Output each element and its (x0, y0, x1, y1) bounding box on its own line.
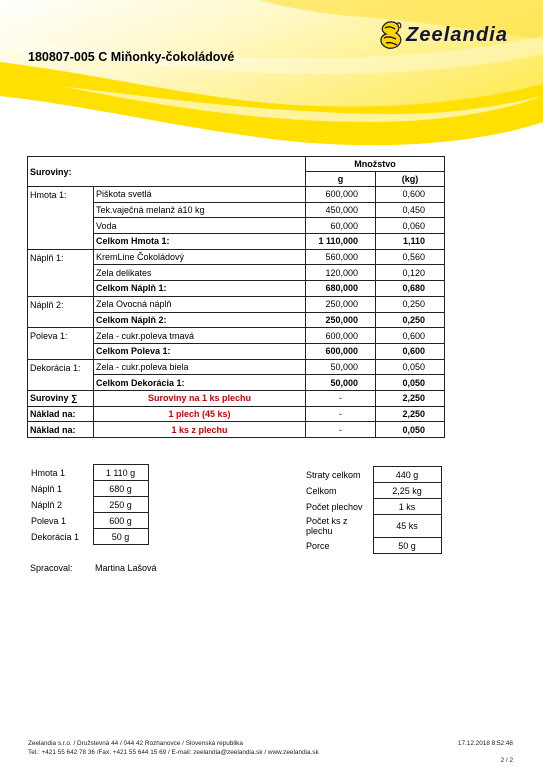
total-name: Celkom Hmota 1: (94, 234, 306, 250)
totals-table (306, 466, 442, 554)
amount-kg: 0,560 (376, 249, 445, 265)
page-number: 2 / 2 (500, 757, 513, 764)
total-kg: 0,600 (376, 343, 445, 359)
table-row (31, 481, 148, 497)
table-row (306, 515, 441, 538)
total-kg: 1,110 (376, 234, 445, 250)
summary-description: 1 plech (45 ks) (94, 406, 306, 422)
total-g: 600,000 (306, 343, 376, 359)
brand-logo (379, 20, 508, 50)
group-label: Poleva 1: (28, 328, 94, 359)
total-name: Celkom Poleva 1: (94, 343, 306, 359)
processed-by-name: Martina Lašová (95, 563, 157, 573)
total-kg: 0,250 (376, 312, 445, 328)
summary-label: Náklad na: (28, 422, 94, 438)
summary-kg: 2,250 (376, 390, 445, 406)
total-label: Porce (306, 540, 330, 551)
summary-g: - (306, 390, 376, 406)
total-label: Celkom (306, 485, 337, 496)
quantity-header: Množstvo (306, 157, 445, 172)
ingredient-name: Tek.vaječná melanž á10 kg (94, 202, 306, 218)
total-g: 50,000 (306, 375, 376, 391)
total-value: 1 ks (373, 499, 441, 515)
total-label: Počet plechov (306, 501, 363, 512)
ingredient-name: Zela - cukr.poleva tmavá (94, 328, 306, 344)
total-g: 1 110,000 (306, 234, 376, 250)
weight-label: Hmota 1 (31, 467, 66, 478)
summary-row (28, 390, 445, 406)
amount-g: 450,000 (306, 202, 376, 218)
group-label: Náplň 1: (28, 249, 94, 296)
table-row (31, 497, 148, 513)
lion-emblem-icon (379, 20, 403, 50)
ingredient-name: Zela delikates (94, 265, 306, 281)
group-label: Náplň 2: (28, 296, 94, 327)
weight-value: 680 g (93, 481, 148, 497)
brand-name: Zeelandia (406, 24, 509, 46)
amount-g: 120,000 (306, 265, 376, 281)
amount-g: 560,000 (306, 249, 376, 265)
table-row (28, 249, 445, 265)
ingredient-name: Voda (94, 218, 306, 234)
amount-kg: 0,450 (376, 202, 445, 218)
footer (28, 739, 319, 757)
amount-kg: 0,060 (376, 218, 445, 234)
total-label: Straty celkom (306, 469, 361, 480)
amount-kg: 0,250 (376, 296, 445, 312)
table-row (28, 359, 445, 375)
unit-kg-header: (kg) (376, 172, 445, 187)
amount-kg: 0,600 (376, 328, 445, 344)
summary-kg: 0,050 (376, 422, 445, 438)
amount-kg: 0,120 (376, 265, 445, 281)
ingredient-name: KremLine Čokoládový (94, 249, 306, 265)
ingredient-name: Zela - cukr.poleva biela (94, 359, 306, 375)
table-row (306, 538, 441, 554)
total-value: 50 g (373, 538, 441, 554)
table-row (28, 187, 445, 203)
unit-g-header: g (306, 172, 376, 187)
weight-value: 600 g (93, 513, 148, 529)
weight-label: Náplň 2 (31, 499, 63, 510)
total-value: 440 g (373, 467, 441, 483)
amount-g: 600,000 (306, 187, 376, 203)
weight-label: Dekorácia 1 (31, 531, 80, 542)
table-row (31, 529, 148, 545)
amount-g: 600,000 (306, 328, 376, 344)
table-row (28, 328, 445, 344)
total-kg: 0,050 (376, 375, 445, 391)
summary-label: Suroviny ∑ (28, 390, 94, 406)
amount-g: 250,000 (306, 296, 376, 312)
table-row (28, 296, 445, 312)
total-value: 2,25 kg (373, 483, 441, 499)
weight-value: 250 g (93, 497, 148, 513)
footer-timestamp: 17.12.2018 8:52:48 (457, 740, 513, 747)
footer-contact: Tel.: +421 55 642 78 36 /Fax: +421 55 644 15 69 / E-mail: zeelandia@zeelandia.sk / www.zeelandia.sk (28, 749, 319, 756)
summary-description: Suroviny na 1 ks plechu (94, 390, 306, 406)
table-row (31, 465, 148, 481)
total-name: Celkom Náplň 2: (94, 312, 306, 328)
amount-kg: 0,600 (376, 187, 445, 203)
table-header-row (28, 157, 445, 172)
ingredient-name: Piškota svetlá (94, 187, 306, 203)
processed-by-label: Spracoval: (30, 563, 73, 573)
table-row (306, 499, 441, 515)
table-row (306, 483, 441, 499)
summary-row (28, 406, 445, 422)
amount-kg: 0,050 (376, 359, 445, 375)
ingredient-name: Zela Ovocná náplň (94, 296, 306, 312)
component-weights-table (31, 464, 149, 545)
total-g: 250,000 (306, 312, 376, 328)
total-g: 680,000 (306, 281, 376, 297)
amount-g: 60,000 (306, 218, 376, 234)
total-kg: 0,680 (376, 281, 445, 297)
summary-g: - (306, 422, 376, 438)
recipe-table (27, 156, 445, 438)
total-value: 45 ks (373, 515, 441, 538)
footer-address: Zeelandia s.r.o. / Družstevná 44 / 044 42 Rozhanovce / Slovenská republika (28, 740, 243, 747)
amount-g: 50,000 (306, 359, 376, 375)
weight-value: 50 g (93, 529, 148, 545)
summary-row (28, 422, 445, 438)
group-label: Dekorácia 1: (28, 359, 94, 390)
summary-g: - (306, 406, 376, 422)
summary-kg: 2,250 (376, 406, 445, 422)
raw-materials-header: Suroviny: (28, 157, 306, 187)
total-label: Počet ks z plechu (306, 516, 348, 536)
total-name: Celkom Náplň 1: (94, 281, 306, 297)
weight-value: 1 110 g (93, 465, 148, 481)
summary-label: Náklad na: (28, 406, 94, 422)
total-name: Celkom Dekorácia 1: (94, 375, 306, 391)
page-title: 180807-005 C Miňonky-čokoládové (28, 50, 235, 64)
weight-label: Poleva 1 (31, 515, 67, 526)
summary-description: 1 ks z plechu (94, 422, 306, 438)
weight-label: Náplň 1 (31, 483, 63, 494)
group-label: Hmota 1: (28, 187, 94, 250)
table-row (31, 513, 148, 529)
table-row (306, 467, 441, 483)
